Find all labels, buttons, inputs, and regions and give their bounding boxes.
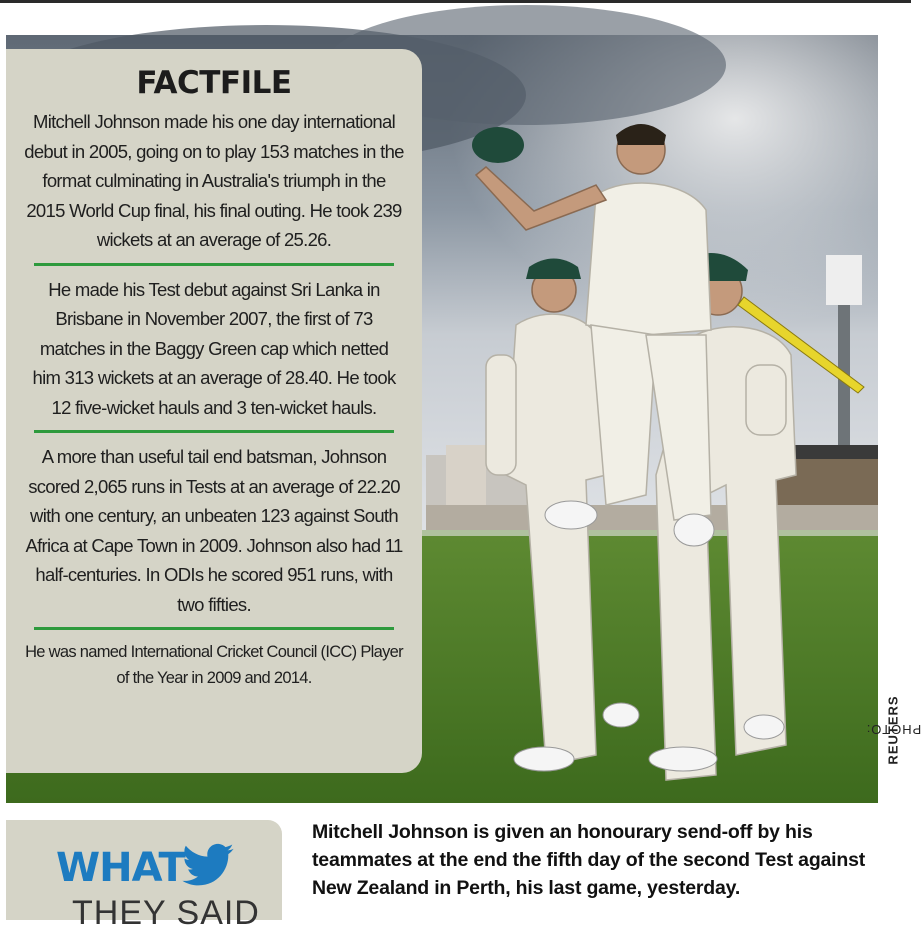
what-they-said-heading: WHAT — [56, 845, 185, 891]
photo-caption: Mitchell Johnson is given an honourary send-off by his teammates at the end the fifth day of the second Test against New Zealand in Perth, his last game, yesterday. — [312, 821, 866, 899]
factfile-paragraph-batting: A more than useful tail end batsman, Johnson scored 2,065 runs in Tests at an average of 22.20 with one century, an unbeaten 123 against South Africa at Cape Town in 2009. Johnson also had 11 half-centuries. In ODIs he scored 951 runs, with two fifties. — [25, 446, 403, 615]
what-they-said-box — [6, 820, 282, 932]
factfile-paragraph-test: He made his Test debut against Sri Lanka in Brisbane in November 2007, the first of 73 matches in the Baggy Green cap which netted him 313 wickets at an average of 28.40. He took 12 five-wicket hauls and 3 ten-wicket hauls. — [32, 278, 396, 418]
photo-credit — [865, 655, 921, 805]
factfile-divider — [34, 627, 394, 630]
factfile-paragraph-awards: He was named International Cricket Council (ICC) Player of the Year in 2009 and 2014. — [25, 643, 403, 687]
factfile-title: FACTFILE — [136, 65, 292, 101]
what-they-said-subheading: THEY SAID — [72, 894, 260, 932]
top-rule — [0, 0, 911, 3]
twitter-bird-icon — [178, 838, 238, 894]
factfile-box — [6, 49, 422, 773]
factfile-divider — [34, 430, 394, 433]
photo-credit-agency: REUTERS — [885, 695, 901, 765]
factfile-divider — [34, 263, 394, 266]
factfile-paragraph-odi: Mitchell Johnson made his one day international debut in 2005, going on to play 153 matches in the format culminating in Australia's triumph in the 2015 World Cup final, his final outing. He took 239 wickets at an average of 25.26. — [24, 111, 404, 250]
photo-credit-prefix: PHOTO: — [865, 722, 921, 738]
